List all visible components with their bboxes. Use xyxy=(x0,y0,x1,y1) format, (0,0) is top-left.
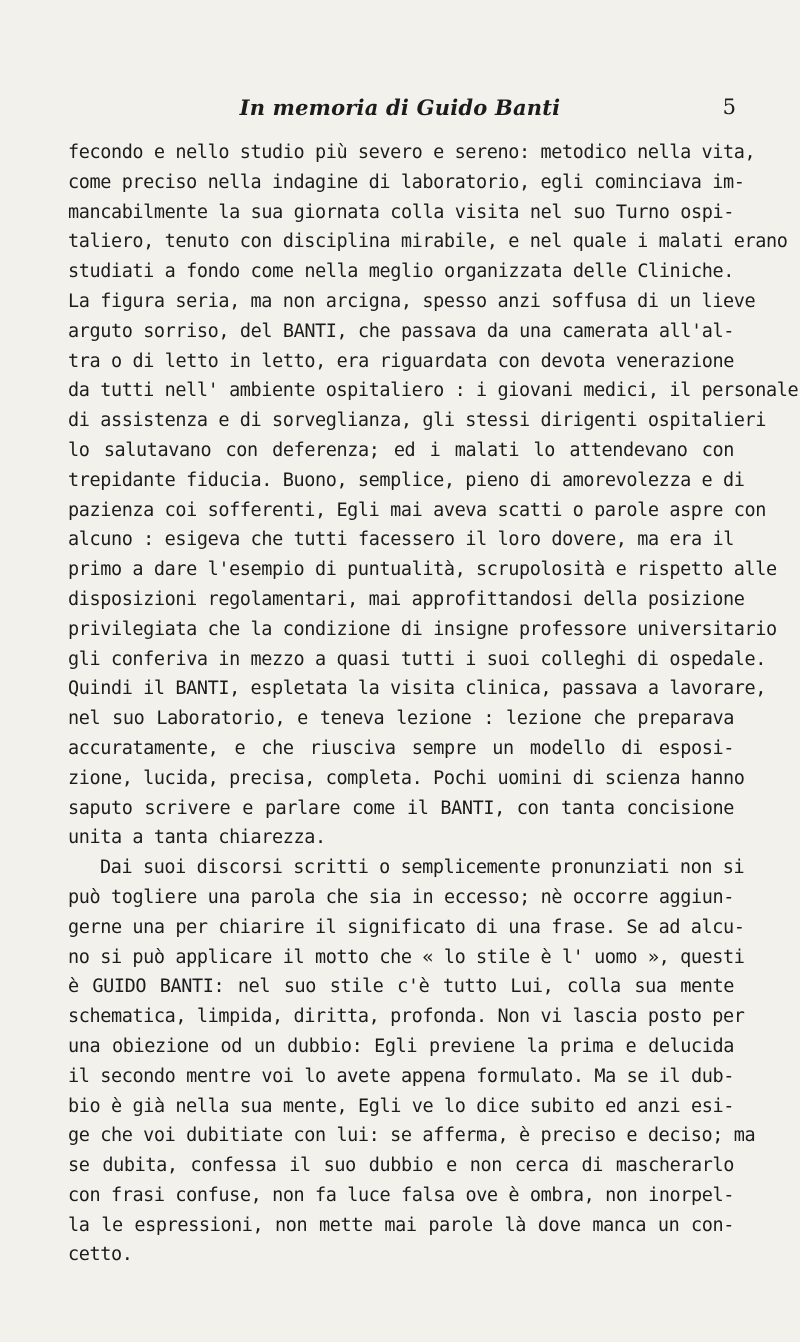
text-line: se dubita, confessa il suo dubbio e non cerca di mascherarlo xyxy=(68,1155,734,1177)
text-line: disposizioni regolamentari, mai approfittandosi della posizione xyxy=(68,588,745,610)
text-line: può togliere una parola che sia in eccesso; nè occorre aggiun- xyxy=(68,886,734,908)
body-text xyxy=(68,138,799,1270)
text-line: fecondo e nello studio più severo e sereno: metodico nella vita, xyxy=(68,142,756,163)
running-head xyxy=(70,95,736,125)
text-line: taliero, tenuto con disciplina mirabile, e nel quale i malati erano xyxy=(68,231,788,253)
text-line: unita a tanta chiarezza. xyxy=(68,827,326,849)
text-line: trepidante fiducia. Buono, semplice, pieno di amorevolezza e di xyxy=(68,469,745,491)
page-number: 5 xyxy=(722,95,736,119)
text-line: la le espressioni, non mette mai parole là dove manca un con- xyxy=(68,1214,734,1236)
text-line: di assistenza e di sorveglianza, gli stessi dirigenti ospitalieri xyxy=(68,410,766,432)
text-line: tra o di letto in letto, era riguardata con devota venerazione xyxy=(68,350,734,372)
text-line: studiati a fondo come nella meglio organizzata delle Cliniche. xyxy=(68,261,734,283)
text-line: con frasi confuse, non fa luce falsa ove è ombra, non inorpel- xyxy=(68,1184,734,1206)
text-line: alcuno : esigeva che tutti facessero il loro dovere, ma era il xyxy=(68,529,734,551)
text-line: gli conferiva in mezzo a quasi tutti i suoi colleghi di ospedale. xyxy=(68,648,766,670)
text-line: da tutti nell' ambiente ospitaliero : i giovani medici, il personale xyxy=(68,380,799,402)
text-line: arguto sorriso, del BANTI, che passava da una camerata all'al- xyxy=(68,320,734,342)
text-line: una obiezione od un dubbio: Egli previene la prima e delucida xyxy=(68,1035,734,1057)
text-line: gerne una per chiarire il significato di una frase. Se ad alcu- xyxy=(68,916,745,938)
running-title: In memoria di Guido Banti xyxy=(239,95,561,120)
text-line: mancabilmente la sua giornata colla visita nel suo Turno ospi- xyxy=(68,201,734,223)
text-line: primo a dare l'esempio di puntualità, scrupolosità e rispetto alle xyxy=(68,559,777,581)
text-line: Quindi il BANTI, espletata la visita clinica, passava a lavorare, xyxy=(68,678,766,700)
text-line: come preciso nella indagine di laboratorio, egli cominciava im- xyxy=(68,171,745,193)
text-line: saputo scrivere e parlare come il BANTI, con tanta concisione xyxy=(68,797,734,819)
text-line: La figura seria, ma non arcigna, spesso anzi soffusa di un lieve xyxy=(68,290,756,312)
text-line: zione, lucida, precisa, completa. Pochi uomini di scienza hanno xyxy=(68,767,745,789)
text-line: Dai suoi discorsi scritti o semplicemente pronunziati non si xyxy=(100,857,745,879)
text-line: privilegiata che la condizione di insigne professore universitario xyxy=(68,618,777,640)
text-line: lo salutavano con deferenza; ed i malati lo attendevano con xyxy=(68,439,734,461)
text-line: nel suo Laboratorio, e teneva lezione : lezione che preparava xyxy=(68,708,734,730)
text-line: schematica, limpida, diritta, profonda. Non vi lascia posto per xyxy=(68,1006,745,1028)
text-line: no si può applicare il motto che « lo stile è l' uomo », questi xyxy=(68,946,745,968)
text-line: bio è già nella sua mente, Egli ve lo dice subito ed anzi esi- xyxy=(68,1095,734,1117)
text-line: pazienza coi sofferenti, Egli mai aveva scatti o parole aspre con xyxy=(68,499,766,521)
text-line: il secondo mentre voi lo avete appena formulato. Ma se il dub- xyxy=(68,1065,734,1087)
text-line: accuratamente, e che riusciva sempre un modello di esposi- xyxy=(68,737,734,759)
text-line: ge che voi dubitiate con lui: se afferma, è preciso e deciso; ma xyxy=(68,1125,756,1147)
text-line: cetto. xyxy=(68,1244,133,1266)
text-line: è GUIDO BANTI: nel suo stile c'è tutto Lui, colla sua mente xyxy=(68,976,734,998)
